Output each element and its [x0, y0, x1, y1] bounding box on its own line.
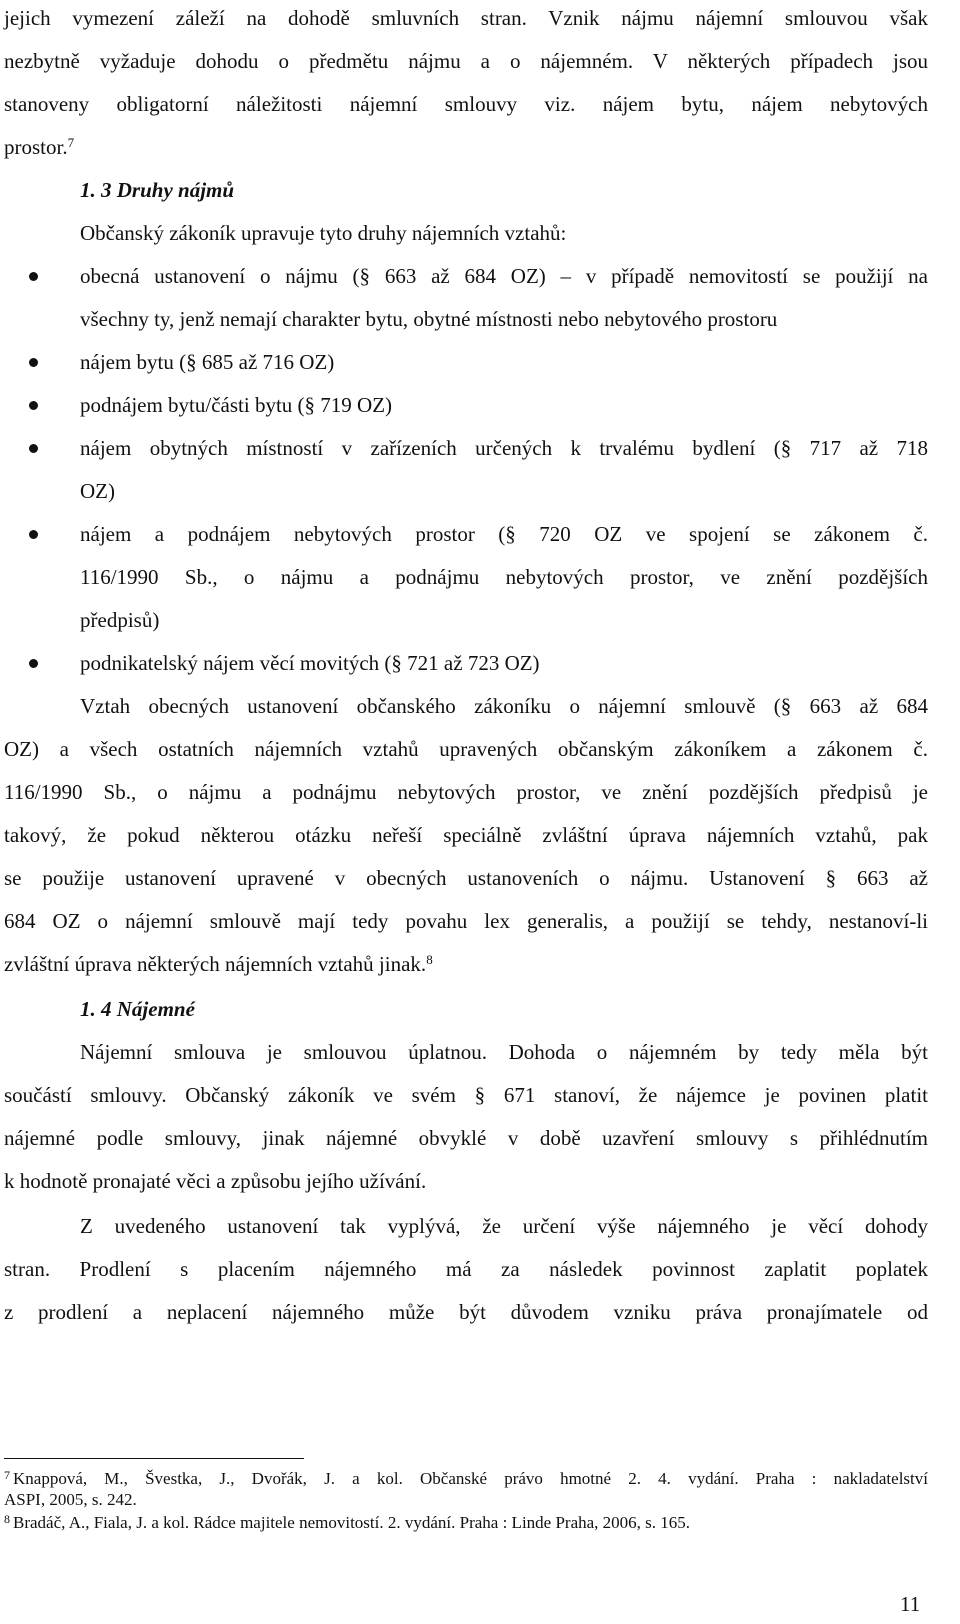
body-line: součástí smlouvy. Občanský zákoník ve svém § 671 stanoví, že nájemce je povinen platit	[4, 1083, 928, 1107]
list-item: obecná ustanovení o nájmu (§ 663 až 684 OZ) – v případě nemovitostí se použijí na	[80, 264, 928, 288]
body-line: nájemné podle smlouvy, jinak nájemné obvyklé v době uzavření smlouvy s přihlédnutím	[4, 1126, 928, 1150]
body-line: Nájemní smlouva je smlouvou úplatnou. Dohoda o nájemném by tedy měla být	[80, 1040, 928, 1064]
body-line: stran. Prodlení s placením nájemného má za následek povinnost zaplatit poplatek	[4, 1257, 928, 1281]
body-line: Z uvedeného ustanovení tak vyplývá, že určení výše nájemného je věcí dohody	[80, 1214, 928, 1238]
list-item: nájem obytných místností v zařízeních určených k trvalému bydlení (§ 717 až 718	[80, 436, 928, 460]
body-line: Občanský zákoník upravuje tyto druhy nájemních vztahů:	[80, 221, 567, 245]
footnote-number: 8	[4, 1512, 10, 1526]
list-item-continuation: OZ)	[80, 479, 115, 503]
body-line: se použije ustanovení upravené v obecných ustanoveních o nájmu. Ustanovení § 663 až	[4, 866, 928, 890]
body-line: 116/1990 Sb., o nájmu a podnájmu nebytových prostor, ve znění pozdějších předpisů je	[4, 780, 928, 804]
list-item-continuation: všechny ty, jenž nemají charakter bytu, obytné místnosti nebo nebytového prostoru	[80, 307, 778, 331]
list-item-continuation: 116/1990 Sb., o nájmu a podnájmu nebytových prostor, ve znění pozdějších	[80, 565, 928, 589]
list-item: nájem a podnájem nebytových prostor (§ 720 OZ ve spojení se zákonem č.	[80, 522, 928, 546]
bullet-icon	[29, 530, 38, 539]
list-item: podnájem bytu/části bytu (§ 719 OZ)	[80, 393, 393, 417]
bullet-icon	[29, 401, 38, 410]
bullet-icon	[29, 358, 38, 367]
body-line	[4, 133, 928, 161]
section-heading-najemne: 1. 4 Nájemné	[80, 997, 195, 1021]
footnote-separator	[4, 1458, 304, 1459]
footnote-8	[4, 1512, 928, 1533]
body-line: z prodlení a neplacení nájemného může být důvodem vzniku práva pronajímatele od	[4, 1300, 928, 1324]
body-line	[4, 950, 928, 978]
body-line: takový, že pokud některou otázku neřeší speciálně zvláštní úprava nájemních vztahů, pak	[4, 823, 928, 847]
footnote-ref: 8	[426, 952, 433, 967]
bullet-icon	[29, 659, 38, 668]
footnote-number: 7	[4, 1468, 10, 1482]
page-number: 11	[900, 1592, 921, 1616]
list-item-continuation: předpisů)	[80, 608, 160, 632]
list-item: podnikatelský nájem věcí movitých (§ 721 až 723 OZ)	[80, 651, 540, 675]
body-line: jejich vymezení záleží na dohodě smluvních stran. Vznik nájmu nájemní smlouvou však	[4, 6, 928, 30]
body-line: stanoveny obligatorní náležitosti nájemní smlouvy viz. nájem bytu, nájem nebytových	[4, 92, 928, 116]
body-line: Vztah obecných ustanovení občanského zákoníku o nájemní smlouvě (§ 663 až 684	[80, 694, 928, 718]
body-line: OZ) a všech ostatních nájemních vztahů upravených občanským zákoníkem a zákonem č.	[4, 737, 928, 761]
body-line: k hodnotě pronajaté věci a způsobu jejího užívání.	[4, 1169, 427, 1193]
bullet-icon	[29, 272, 38, 281]
body-line-text: zvláštní úprava některých nájemních vztahů jinak.	[4, 952, 427, 976]
section-heading-druhy-najmu: 1. 3 Druhy nájmů	[80, 178, 235, 202]
footnote-7-continuation: ASPI, 2005, s. 242.	[4, 1490, 137, 1509]
body-line: 684 OZ o nájemní smlouvě mají tedy povahu lex generalis, a použijí se tehdy, nestanoví-li	[4, 909, 928, 933]
body-line: nezbytně vyžaduje dohodu o předmětu nájmu a o nájemném. V některých případech jsou	[4, 49, 928, 73]
footnote-text: Knappová, M., Švestka, J., Dvořák, J. a kol. Občanské právo hmotné 2. 4. vydání. Praha : nakladatelství	[13, 1469, 928, 1488]
bullet-icon	[29, 444, 38, 453]
footnote-text: Bradáč, A., Fiala, J. a kol. Rádce majitele nemovitostí. 2. vydání. Praha : Linde Praha, 2006, s. 165.	[13, 1513, 691, 1532]
list-item: nájem bytu (§ 685 až 716 OZ)	[80, 350, 335, 374]
footnote-ref: 7	[67, 135, 75, 150]
body-line-text: prostor.	[4, 135, 68, 159]
footnote-7	[4, 1468, 928, 1489]
